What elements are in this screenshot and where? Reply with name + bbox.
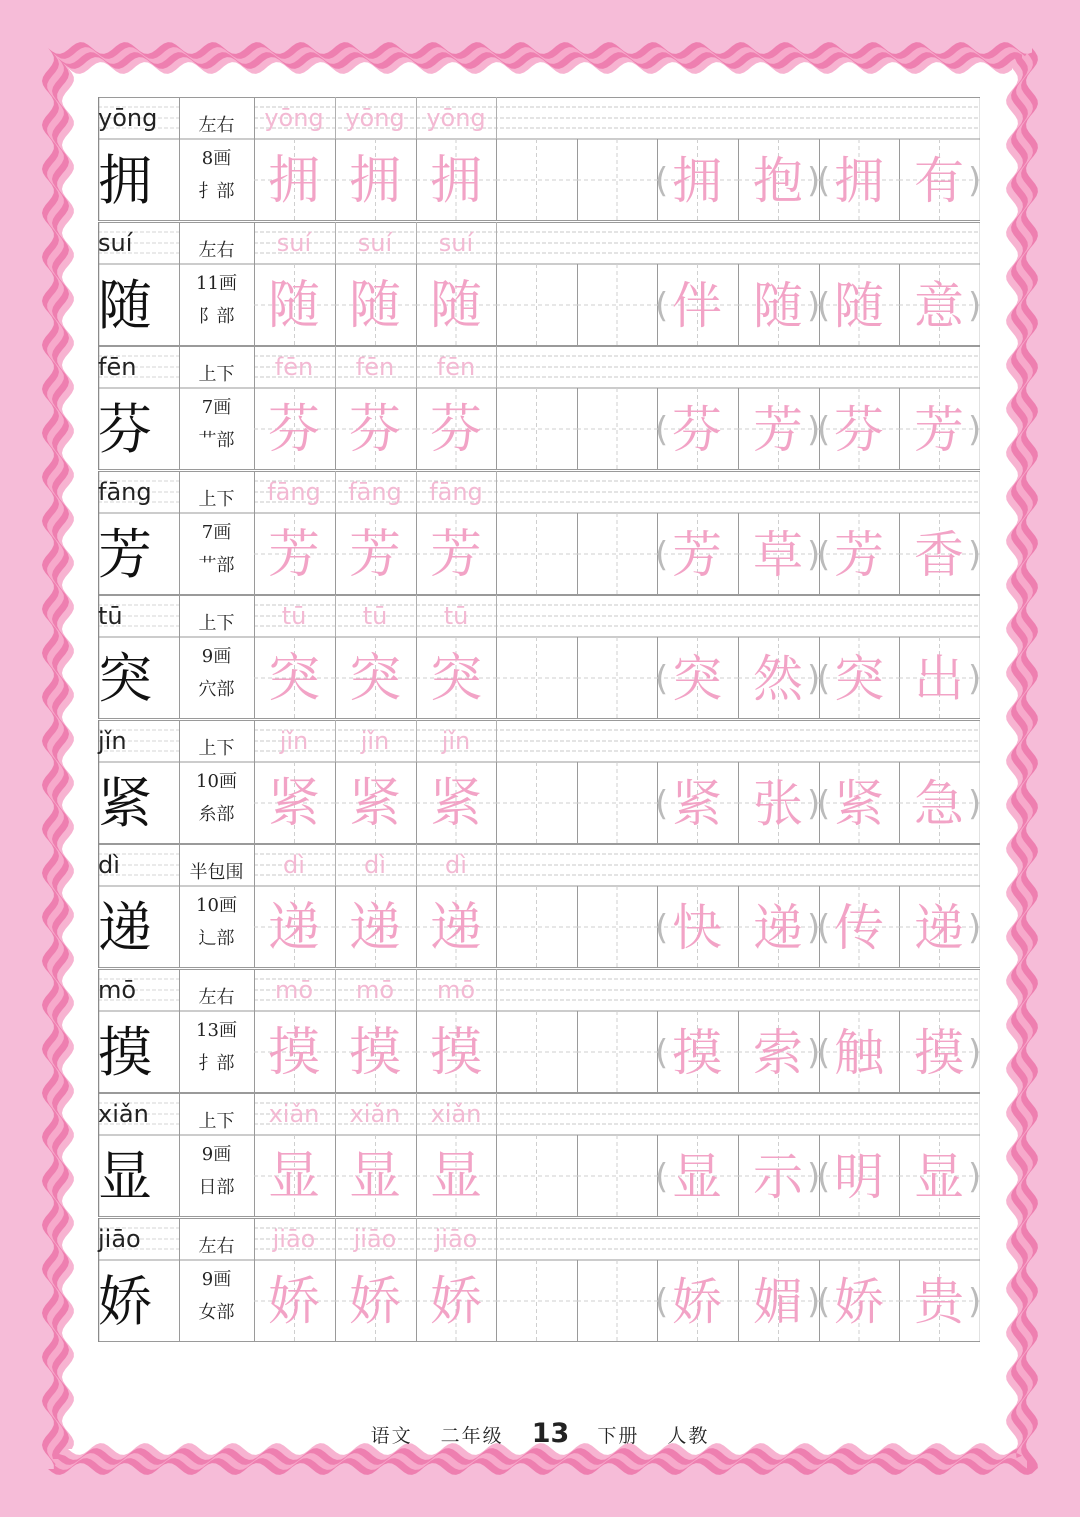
structure-label: 上下 — [198, 613, 235, 634]
trace-pinyin: yōng — [426, 104, 486, 132]
stroke-count: 7画 — [201, 522, 232, 543]
word-paren-open: ( — [817, 659, 831, 699]
word-paren-open: ( — [655, 1157, 669, 1197]
word-character: 摸 — [672, 1024, 722, 1082]
word-character: 快 — [672, 899, 722, 957]
word-character: 突 — [834, 650, 884, 708]
word-paren-open: ( — [817, 1033, 831, 1073]
trace-character: 芬 — [429, 400, 482, 460]
word-character: 芳 — [834, 526, 884, 584]
main-character: 芬 — [98, 398, 152, 461]
trace-character: 随 — [348, 276, 401, 336]
word-character: 递 — [914, 899, 964, 957]
stroke-count: 11画 — [196, 273, 237, 294]
page-number: 13 — [531, 1418, 570, 1449]
trace-character: 显 — [348, 1147, 401, 1207]
trace-character: 拥 — [429, 151, 482, 211]
footer-edition: 人教 — [667, 1425, 710, 1447]
main-character: 芳 — [98, 523, 152, 586]
word-character: 意 — [914, 277, 964, 335]
character-entry — [98, 595, 980, 719]
word-character: 明 — [834, 1148, 884, 1206]
word-paren-close: ) — [968, 908, 982, 948]
word-paren-open: ( — [655, 659, 669, 699]
word-character: 触 — [834, 1024, 884, 1082]
character-entry — [98, 969, 980, 1093]
character-entry — [98, 844, 980, 968]
word-paren-close: ) — [807, 908, 821, 948]
footer-grade: 二年级 — [440, 1425, 504, 1447]
word-character: 张 — [753, 775, 803, 833]
trace-character: 拥 — [348, 151, 401, 211]
trace-character: 紧 — [267, 774, 320, 834]
main-character: 显 — [98, 1145, 152, 1208]
word-paren-open: ( — [655, 535, 669, 575]
word-paren-close: ) — [807, 286, 821, 326]
radical-label: 阝部 — [198, 306, 235, 327]
trace-character: 递 — [267, 898, 320, 958]
trace-character: 紧 — [348, 774, 401, 834]
trace-pinyin: jiāo — [434, 1225, 478, 1253]
character-entry — [98, 471, 980, 595]
trace-pinyin: fāng — [429, 478, 483, 506]
word-character: 出 — [914, 650, 964, 708]
character-info — [179, 720, 254, 844]
main-pinyin: fēn — [98, 353, 137, 381]
trace-pinyin: fēn — [274, 353, 314, 381]
word-character: 显 — [914, 1148, 964, 1206]
character-info — [179, 844, 254, 968]
trace-pinyin: jǐn — [360, 727, 390, 755]
word-paren-close: ) — [968, 161, 982, 201]
stroke-count: 9画 — [201, 646, 232, 667]
trace-character: 显 — [429, 1147, 482, 1207]
word-paren-open: ( — [655, 1033, 669, 1073]
trace-character: 娇 — [348, 1272, 401, 1332]
trace-pinyin: dì — [283, 851, 305, 879]
radical-label: 艹部 — [198, 555, 235, 576]
word-character: 伴 — [672, 277, 722, 335]
character-entry — [98, 1093, 980, 1217]
structure-label: 左右 — [198, 240, 235, 261]
structure-label: 上下 — [198, 738, 235, 759]
word-paren-close: ) — [968, 659, 982, 699]
word-character: 有 — [914, 152, 964, 210]
word-character: 芬 — [672, 401, 722, 459]
radical-label: 穴部 — [198, 679, 235, 700]
word-paren-close: ) — [807, 161, 821, 201]
trace-character: 芳 — [348, 525, 401, 585]
trace-character: 突 — [267, 649, 320, 709]
trace-pinyin: tū — [362, 602, 388, 630]
main-pinyin: mō — [98, 976, 137, 1004]
word-paren-open: ( — [655, 784, 669, 824]
word-character: 急 — [914, 775, 964, 833]
word-paren-open: ( — [655, 410, 669, 450]
word-character: 媚 — [753, 1273, 803, 1331]
character-info — [179, 595, 254, 719]
trace-character: 显 — [267, 1147, 320, 1207]
structure-label: 左右 — [198, 1236, 235, 1257]
word-paren-open: ( — [655, 286, 669, 326]
trace-character: 紧 — [429, 774, 482, 834]
radical-label: 日部 — [198, 1177, 235, 1198]
trace-character: 摸 — [429, 1023, 482, 1083]
stroke-count: 8画 — [201, 148, 232, 169]
character-entry — [98, 1218, 980, 1342]
trace-pinyin: mō — [436, 976, 476, 1004]
radical-label: 辶部 — [198, 928, 235, 949]
stroke-count: 10画 — [196, 771, 237, 792]
trace-pinyin: suí — [438, 229, 474, 257]
trace-character: 拥 — [267, 151, 320, 211]
word-character: 娇 — [834, 1273, 884, 1331]
word-character: 香 — [914, 526, 964, 584]
word-paren-open: ( — [817, 286, 831, 326]
trace-pinyin: dì — [364, 851, 386, 879]
character-entry — [98, 97, 980, 221]
trace-pinyin: xiǎn — [349, 1100, 401, 1128]
word-paren-close: ) — [807, 784, 821, 824]
main-character: 拥 — [98, 149, 152, 212]
main-pinyin: dì — [98, 851, 120, 879]
trace-pinyin: suí — [276, 229, 312, 257]
trace-pinyin: yōng — [345, 104, 405, 132]
word-paren-close: ) — [807, 1282, 821, 1322]
trace-character: 突 — [429, 649, 482, 709]
word-paren-close: ) — [968, 784, 982, 824]
word-paren-close: ) — [968, 1033, 982, 1073]
structure-label: 左右 — [198, 987, 235, 1008]
word-character: 芳 — [914, 401, 964, 459]
trace-character: 摸 — [348, 1023, 401, 1083]
radical-label: 艹部 — [198, 430, 235, 451]
trace-pinyin: fāng — [267, 478, 321, 506]
character-entry — [98, 346, 980, 470]
word-paren-open: ( — [817, 161, 831, 201]
radical-label: 扌部 — [198, 1053, 235, 1074]
radical-label: 女部 — [198, 1302, 235, 1323]
trace-character: 随 — [429, 276, 482, 336]
word-character: 芳 — [753, 401, 803, 459]
page-footer — [0, 1418, 1080, 1449]
main-pinyin: jiāo — [98, 1225, 141, 1253]
word-character: 传 — [834, 899, 884, 957]
word-character: 突 — [672, 650, 722, 708]
stroke-count: 9画 — [201, 1144, 232, 1165]
trace-character: 芬 — [348, 400, 401, 460]
main-pinyin: fāng — [98, 478, 152, 506]
trace-pinyin: fēn — [355, 353, 395, 381]
main-pinyin: yōng — [98, 104, 158, 132]
trace-pinyin: mō — [355, 976, 395, 1004]
word-paren-open: ( — [655, 908, 669, 948]
character-entry — [98, 222, 980, 346]
character-info — [179, 346, 254, 470]
structure-label: 上下 — [198, 364, 235, 385]
trace-character: 递 — [429, 898, 482, 958]
trace-character: 突 — [348, 649, 401, 709]
word-character: 草 — [753, 526, 803, 584]
word-paren-open: ( — [817, 1282, 831, 1322]
structure-label: 半包围 — [189, 862, 244, 883]
word-character: 抱 — [753, 152, 803, 210]
trace-character: 芳 — [267, 525, 320, 585]
word-paren-close: ) — [968, 535, 982, 575]
character-info — [179, 1093, 254, 1217]
footer-volume: 下册 — [597, 1425, 640, 1447]
stroke-count: 7画 — [201, 397, 232, 418]
main-character: 随 — [98, 274, 152, 337]
main-character: 摸 — [98, 1021, 152, 1084]
trace-character: 芬 — [267, 400, 320, 460]
footer-subject: 语文 — [370, 1425, 413, 1447]
word-character: 芬 — [834, 401, 884, 459]
radical-label: 糸部 — [198, 804, 235, 825]
character-info — [179, 471, 254, 595]
main-character: 紧 — [98, 772, 152, 835]
character-info — [179, 1218, 254, 1342]
word-paren-close: ) — [968, 1157, 982, 1197]
stroke-count: 9画 — [201, 1269, 232, 1290]
character-info — [179, 97, 254, 221]
trace-character: 随 — [267, 276, 320, 336]
trace-pinyin: xiǎn — [430, 1100, 482, 1128]
trace-pinyin: fāng — [348, 478, 402, 506]
trace-pinyin: suí — [357, 229, 393, 257]
word-character: 紧 — [672, 775, 722, 833]
radical-label: 扌部 — [198, 181, 235, 202]
word-character: 随 — [753, 277, 803, 335]
trace-character: 娇 — [267, 1272, 320, 1332]
trace-character: 娇 — [429, 1272, 482, 1332]
word-character: 示 — [753, 1148, 803, 1206]
main-character: 娇 — [98, 1270, 152, 1333]
trace-pinyin: xiǎn — [268, 1100, 320, 1128]
main-pinyin: suí — [98, 229, 133, 257]
trace-pinyin: tū — [443, 602, 469, 630]
character-entry — [98, 720, 980, 844]
trace-pinyin: jǐn — [441, 727, 471, 755]
trace-pinyin: tū — [281, 602, 307, 630]
word-character: 递 — [753, 899, 803, 957]
word-character: 紧 — [834, 775, 884, 833]
word-paren-open: ( — [817, 784, 831, 824]
main-pinyin: jǐn — [98, 727, 127, 755]
trace-pinyin: jiāo — [353, 1225, 397, 1253]
word-paren-close: ) — [807, 659, 821, 699]
word-paren-open: ( — [817, 410, 831, 450]
trace-pinyin: jǐn — [279, 727, 309, 755]
structure-label: 上下 — [198, 489, 235, 510]
main-character: 突 — [98, 647, 152, 710]
word-character: 贵 — [914, 1273, 964, 1331]
main-pinyin: tū — [98, 602, 123, 630]
word-character: 索 — [753, 1024, 803, 1082]
word-character: 芳 — [672, 526, 722, 584]
word-paren-close: ) — [968, 1282, 982, 1322]
trace-pinyin: yōng — [264, 104, 324, 132]
word-paren-close: ) — [807, 535, 821, 575]
trace-character: 递 — [348, 898, 401, 958]
word-paren-open: ( — [817, 1157, 831, 1197]
main-character: 递 — [98, 896, 152, 959]
trace-pinyin: jiāo — [272, 1225, 316, 1253]
word-paren-open: ( — [817, 535, 831, 575]
word-character: 娇 — [672, 1273, 722, 1331]
character-info — [179, 222, 254, 346]
trace-character: 摸 — [267, 1023, 320, 1083]
trace-pinyin: fēn — [436, 353, 476, 381]
word-character: 显 — [672, 1148, 722, 1206]
word-character: 然 — [753, 650, 803, 708]
word-paren-close: ) — [807, 1033, 821, 1073]
word-character: 随 — [834, 277, 884, 335]
word-paren-close: ) — [968, 410, 982, 450]
word-paren-open: ( — [817, 908, 831, 948]
stroke-count: 10画 — [196, 895, 237, 916]
structure-label: 左右 — [198, 115, 235, 136]
structure-label: 上下 — [198, 1111, 235, 1132]
trace-pinyin: mō — [274, 976, 314, 1004]
word-paren-close: ) — [968, 286, 982, 326]
character-info — [179, 969, 254, 1093]
word-paren-close: ) — [807, 1157, 821, 1197]
trace-character: 芳 — [429, 525, 482, 585]
main-pinyin: xiǎn — [98, 1100, 149, 1128]
word-paren-open: ( — [655, 1282, 669, 1322]
stroke-count: 13画 — [196, 1020, 237, 1041]
word-character: 拥 — [672, 152, 722, 210]
word-character: 拥 — [834, 152, 884, 210]
word-paren-open: ( — [655, 161, 669, 201]
word-paren-close: ) — [807, 410, 821, 450]
word-character: 摸 — [914, 1024, 964, 1082]
trace-pinyin: dì — [445, 851, 467, 879]
